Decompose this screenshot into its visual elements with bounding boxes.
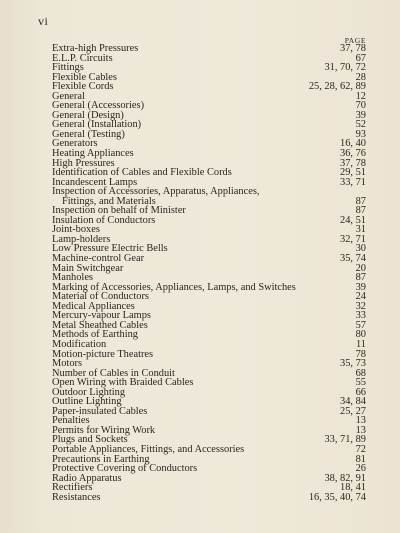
index-entry-pages: 25, 28, 62, 89 xyxy=(308,81,366,93)
index-entry-label: Generators xyxy=(52,138,98,150)
index-entry xyxy=(52,350,366,360)
index-entry-label: Methods of Earthing xyxy=(52,329,138,341)
index-entry xyxy=(52,82,366,92)
index-entry-label: Open Wiring with Braided Cables xyxy=(52,377,194,389)
index-entry-label: Paper-insulated Cables xyxy=(52,405,148,417)
index-entry-pages: 13 xyxy=(355,415,366,427)
index-entry-pages: 24 xyxy=(355,291,366,303)
index-entry-label: Motion-picture Theatres xyxy=(52,348,154,360)
index-entry xyxy=(52,187,366,206)
index-entry-continuation: Fittings, and Materials xyxy=(62,195,156,207)
index-entry-pages: 33, 71 xyxy=(340,176,366,188)
index-entry xyxy=(52,407,366,417)
index-entry-label: Radio Apparatus xyxy=(52,472,122,484)
index-entry-pages: 67 xyxy=(355,52,366,64)
index-entry-pages: 55 xyxy=(355,377,366,389)
index-entry-pages: 70 xyxy=(355,100,366,112)
index-entry-label: Joint-boxes xyxy=(52,224,100,236)
index-entry-label: Heating Appliances xyxy=(52,148,134,160)
index-entry-label: Flexible Cables xyxy=(52,71,117,83)
index-entry-pages: 31 xyxy=(355,224,366,236)
index-entry-label: Metal Sheathed Cables xyxy=(52,319,148,331)
index-entry-pages: 18, 41 xyxy=(340,482,366,494)
index-entry-pages: 33 xyxy=(355,310,366,322)
index-entry-label: Permits for Wiring Work xyxy=(52,424,156,436)
index-entry-label: General (Design) xyxy=(52,109,124,121)
index-entry-label: Extra-high Pressures xyxy=(52,43,139,54)
index-entry-label: Portable Appliances, Fittings, and Accessories xyxy=(52,443,245,455)
index-entry-pages: 39 xyxy=(355,281,366,293)
index-entry-pages: 72 xyxy=(355,443,366,455)
index-entry-label: Precautions in Earthing xyxy=(52,453,150,465)
index-entry-label: Material of Conductors xyxy=(52,291,149,303)
index-entry xyxy=(52,474,366,484)
index-entry xyxy=(52,130,366,140)
index-entry-label: Lamp-holders xyxy=(52,233,111,245)
index-entry xyxy=(52,264,366,274)
index-entry-label: Rectifiers xyxy=(52,482,93,494)
index-entry-label: Flexible Cords xyxy=(52,81,114,93)
index-entry-pages: 33, 71, 89 xyxy=(324,434,366,446)
index-entry-pages: 32, 71 xyxy=(340,233,366,245)
index-entry-pages: 87 xyxy=(355,272,366,284)
index-entry-pages: 81 xyxy=(355,453,366,465)
index-entry-pages: 25, 27 xyxy=(340,405,366,417)
index-entry-label: Manholes xyxy=(52,272,93,284)
index-entry-pages: 35, 73 xyxy=(340,358,366,370)
index-entry-label: General (Accessories) xyxy=(52,100,145,112)
index-entry-label: Penalties xyxy=(52,415,90,427)
index-entry-pages: 36, 76 xyxy=(340,148,366,160)
index-entry-label: Outdoor Lighting xyxy=(52,386,126,398)
index-entry-pages: 57 xyxy=(355,319,366,331)
index-entry-pages: 13 xyxy=(355,424,366,436)
index-entry-label: Marking of Accessories, Appliances, Lamps, and Switches xyxy=(52,281,296,293)
page-column-header: PAGE xyxy=(344,36,366,45)
index-entry-label: Machine-control Gear xyxy=(52,253,145,265)
index-entry-pages: 12 xyxy=(355,90,366,102)
index-entry-label: Insulation of Conductors xyxy=(52,214,156,226)
index-entry xyxy=(52,54,366,64)
index-entry-label: Medical Appliances xyxy=(52,300,135,312)
index-entry-label: Outline Lighting xyxy=(52,396,122,408)
index-entry-pages: 32 xyxy=(355,300,366,312)
index-entry-pages: 68 xyxy=(355,367,366,379)
index-entry xyxy=(52,493,366,503)
index-entry-pages: 11 xyxy=(355,338,366,350)
index-entry-label: Low Pressure Electric Bells xyxy=(52,243,168,255)
index-entry-label: Incandescent Lamps xyxy=(52,176,138,188)
index-entry-pages: 80 xyxy=(355,329,366,341)
index-entry-label: Main Switchgear xyxy=(52,262,124,274)
index-entry-label: Inspection of Accessories, Apparatus, Appliances, xyxy=(52,186,260,198)
index-entry-pages: 52 xyxy=(355,119,366,131)
index-entry-pages: 66 xyxy=(355,386,366,398)
index-entry-pages: 78 xyxy=(355,348,366,360)
index-entry-label: General (Testing) xyxy=(52,128,125,140)
index-entry-pages: 34, 84 xyxy=(340,396,366,408)
index-entry-label: General (Installation) xyxy=(52,119,142,131)
index-entry-label: Protective Covering of Conductors xyxy=(52,463,198,475)
index-entry-label: Modification xyxy=(52,338,107,350)
index-entry-pages: 24, 51 xyxy=(340,214,366,226)
index-entry-pages: 31, 70, 72 xyxy=(324,62,366,74)
index-entry-label: General xyxy=(52,90,85,102)
index-entry-pages: 30 xyxy=(355,243,366,255)
index-entry-pages: 16, 40 xyxy=(340,138,366,150)
index-entry-pages: 16, 35, 40, 74 xyxy=(308,491,366,503)
index-entry-label: Motors xyxy=(52,358,83,370)
index-entry-pages: 87 xyxy=(355,195,366,207)
index-entry-pages: 29, 51 xyxy=(340,167,366,179)
index-entry-pages: 39 xyxy=(355,109,366,121)
index-entry-pages: 37, 78 xyxy=(340,43,366,54)
index-entry-label: Plugs and Sockets xyxy=(52,434,128,446)
index-entry-label: Identification of Cables and Flexible Cords xyxy=(52,167,232,179)
page-number: vi xyxy=(38,14,49,28)
index-entry-label: Number of Cables in Conduit xyxy=(52,367,175,379)
index-entry-pages: 20 xyxy=(355,262,366,274)
index-list xyxy=(52,44,366,502)
index-entry-label: Inspection on behalf of Minister xyxy=(52,205,186,217)
index-entry-label: E.L.P. Circuits xyxy=(52,52,113,64)
index-entry-label: High Pressures xyxy=(52,157,115,169)
index-entry-pages: 28 xyxy=(355,71,366,83)
index-entry-pages: 35, 74 xyxy=(340,253,366,265)
index-entry-label: Fittings xyxy=(52,62,84,74)
index-entry-label: Resistances xyxy=(52,491,101,503)
index-entry-pages: 37, 78 xyxy=(340,157,366,169)
index-entry-pages: 26 xyxy=(355,463,366,475)
index-entry-pages: 87 xyxy=(355,205,366,217)
index-entry-pages: 38, 82, 91 xyxy=(324,472,366,484)
index-entry-label: Mercury-vapour Lamps xyxy=(52,310,151,322)
index-entry-pages: 93 xyxy=(355,128,366,140)
